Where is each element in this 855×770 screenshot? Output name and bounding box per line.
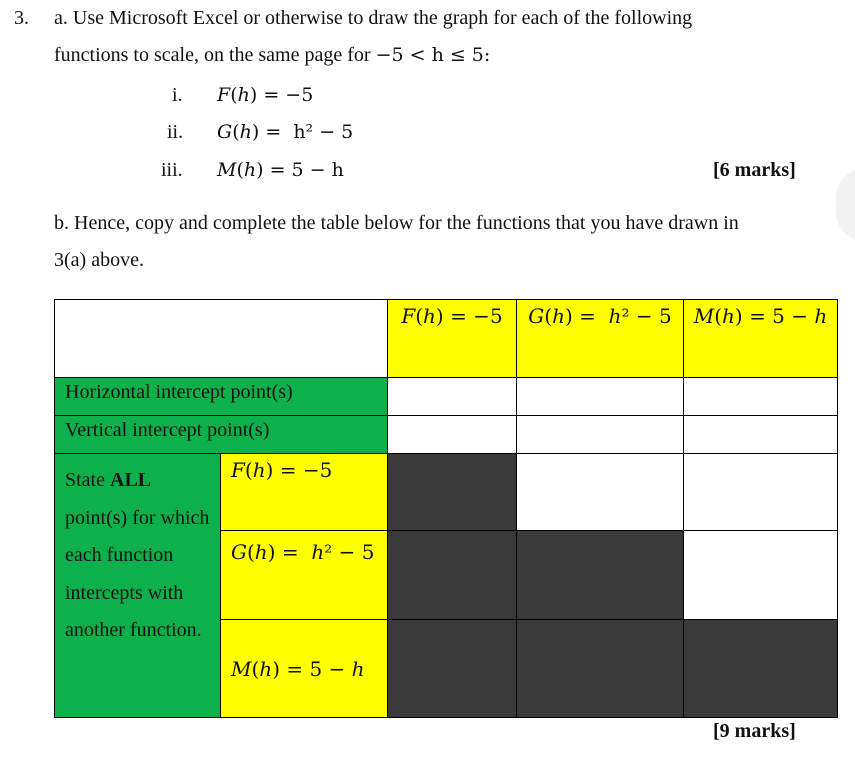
answer-cell[interactable]: [388, 416, 517, 454]
state-all-label: State ALL point(s) for which each function intercepts with another function.: [55, 454, 221, 718]
marks-part-b: [9 marks]: [713, 720, 796, 742]
subrow-label-f: F(h) = −5: [221, 454, 388, 531]
blocked-cell: [517, 531, 684, 620]
answer-cell[interactable]: [684, 416, 838, 454]
answer-cell[interactable]: [517, 378, 684, 416]
header-g: G(h) = h² − 5: [517, 300, 684, 378]
table-corner-cell: [55, 300, 388, 378]
answer-cell[interactable]: [684, 531, 838, 620]
vertical-intercept-label: Vertical intercept point(s): [55, 416, 388, 454]
function-m-definition: M(h) = 5 − h: [217, 159, 344, 181]
part-a-line2-text: functions to scale, on the same page for: [54, 44, 376, 66]
answer-cell[interactable]: [517, 416, 684, 454]
subrow-label-g: G(h) = h² − 5: [221, 531, 388, 620]
function-f-definition: F(h) = −5: [217, 84, 314, 106]
scroll-edge-shadow: [836, 168, 855, 242]
blocked-cell: [388, 620, 517, 718]
function-g-definition: G(h) = h² − 5: [217, 121, 354, 143]
answer-cell[interactable]: [388, 378, 517, 416]
part-a-line2: [54, 44, 490, 67]
subrow-label-m: M(h) = 5 − h: [221, 620, 388, 718]
part-b-line2: 3(a) above.: [54, 249, 144, 271]
item-numeral-ii: ii.: [167, 121, 184, 143]
marks-part-a: [6 marks]: [713, 159, 796, 181]
part-b-line1: b. Hence, copy and complete the table below for the functions that you have drawn in: [54, 212, 739, 234]
item-numeral-i: i.: [172, 84, 183, 106]
horizontal-intercept-label: Horizontal intercept point(s): [55, 378, 388, 416]
blocked-cell: [388, 454, 517, 531]
header-f: F(h) = −5: [388, 300, 517, 378]
header-m: M(h) = 5 − h: [684, 300, 838, 378]
blocked-cell: [517, 620, 684, 718]
blocked-cell: [684, 620, 838, 718]
intercepts-table: [54, 299, 838, 718]
part-a-line1: a. Use Microsoft Excel or otherwise to draw the graph for each of the following: [54, 7, 693, 29]
answer-cell[interactable]: [517, 454, 684, 531]
blocked-cell: [388, 531, 517, 620]
answer-cell[interactable]: [684, 454, 838, 531]
item-numeral-iii: iii.: [161, 159, 183, 181]
domain-inequality: −5 < h ≤ 5:: [375, 44, 491, 66]
question-number: 3.: [14, 7, 29, 29]
answer-cell[interactable]: [684, 378, 838, 416]
